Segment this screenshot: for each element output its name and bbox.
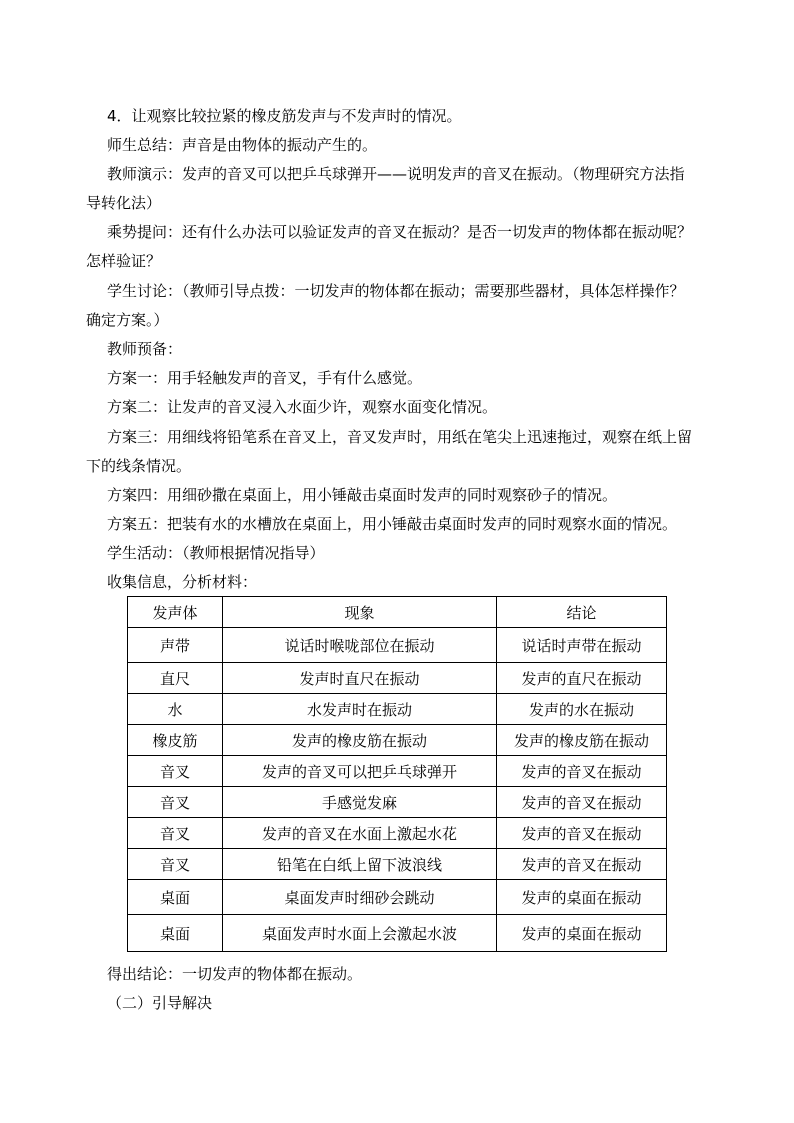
section-heading: （二）引导解决 [107,994,213,1012]
paragraph: 导转化法） [86,194,162,212]
table-row [128,756,667,787]
paragraph: 方案五：把装有水的水槽放在桌面上，用小锤敲击桌面时发声的同时观察水面的情况。 [107,515,678,533]
paragraph: 4．让观察比较拉紧的橡皮筋发声与不发声时的情况。 [107,107,462,125]
table-cell: 发声的桌面在振动 [497,880,667,915]
table-cell: 桌面 [128,915,223,952]
table-cell: 发声的水在振动 [497,694,667,725]
paragraph: 方案三：用细线将铅笔系在音叉上，音叉发声时，用纸在笔尖上迅速拖过，观察在纸上留 [107,428,693,446]
table-header: 结论 [497,597,667,628]
paragraph: 师生总结：声音是由物体的振动产生的。 [107,136,378,154]
table-cell: 音叉 [128,787,223,818]
table-cell: 发声的音叉在振动 [497,818,667,849]
table-row [128,628,667,663]
table-cell: 音叉 [128,849,223,880]
table-cell: 桌面 [128,880,223,915]
table-cell: 橡皮筋 [128,725,223,756]
table-cell: 发声的橡皮筋在振动 [223,725,497,756]
table-header-row [128,597,667,628]
table-cell: 水 [128,694,223,725]
table-cell: 直尺 [128,663,223,694]
table-row [128,694,667,725]
paragraph: 方案四：用细砂撒在桌面上，用小锤敲击桌面时发声的同时观察砂子的情况。 [107,486,618,504]
paragraph: 方案二：让发声的音叉浸入水面少许，观察水面变化情况。 [107,398,498,416]
paragraph: 教师预备： [107,340,183,358]
table-cell: 发声的音叉在振动 [497,849,667,880]
paragraph: 乘势提问：还有什么办法可以验证发声的音叉在振动？是否一切发声的物体都在振动呢？ [107,223,693,241]
table-cell: 音叉 [128,818,223,849]
table-cell: 桌面发声时细砂会跳动 [223,880,497,915]
paragraph: 确定方案。） [86,311,169,329]
table-cell: 发声的音叉在振动 [497,756,667,787]
table-cell: 发声的橡皮筋在振动 [497,725,667,756]
table-cell: 发声的音叉可以把乒乓球弹开 [223,756,497,787]
table-row [128,725,667,756]
table-row [128,663,667,694]
table-cell: 发声的桌面在振动 [497,915,667,952]
table-cell: 桌面发声时水面上会激起水波 [223,915,497,952]
table-cell: 说话时声带在振动 [497,628,667,663]
table-cell: 说话时喉咙部位在振动 [223,628,497,663]
table-cell: 铅笔在白纸上留下波浪线 [223,849,497,880]
table-cell: 发声的直尺在振动 [497,663,667,694]
table-cell: 手感觉发麻 [223,787,497,818]
paragraph: 教师演示：发声的音叉可以把乒乓球弹开——说明发声的音叉在振动。（物理研究方法指 [107,165,685,183]
table-header: 发声体 [128,597,223,628]
table-row [128,849,667,880]
paragraph: 学生活动：（教师根据情况指导） [107,544,325,562]
table-cell: 声带 [128,628,223,663]
table-row [128,787,667,818]
table-cell: 音叉 [128,756,223,787]
paragraph: 下的线条情况。 [86,457,192,475]
paragraph: 收集信息，分析材料： [107,573,258,591]
table-row [128,818,667,849]
paragraph: 学生讨论：（教师引导点拨：一切发声的物体都在振动；需要那些器材，具体怎样操作？ [107,282,685,300]
paragraph: 怎样验证？ [86,252,162,270]
data-table [127,596,667,952]
table-row [128,915,667,952]
table-row [128,880,667,915]
table-cell: 水发声时在振动 [223,694,497,725]
conclusion: 得出结论：一切发声的物体都在振动。 [107,965,363,983]
paragraph: 方案一：用手轻触发声的音叉，手有什么感觉。 [107,369,423,387]
table-cell: 发声时直尺在振动 [223,663,497,694]
table-cell: 发声的音叉在水面上激起水花 [223,818,497,849]
table-header: 现象 [223,597,497,628]
table-cell: 发声的音叉在振动 [497,787,667,818]
